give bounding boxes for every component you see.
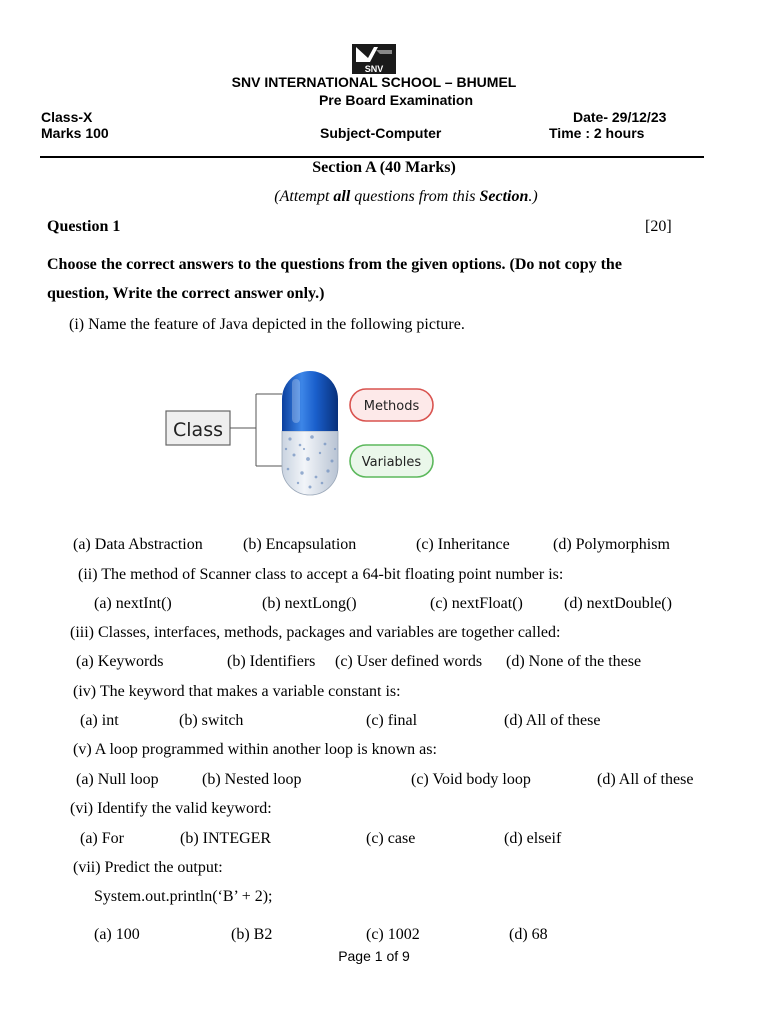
item-7-option-a: (a) 100 (94, 926, 140, 943)
logo-text: SNV (364, 64, 384, 74)
encapsulation-figure (160, 365, 450, 500)
item-3-question: (iii) Classes, interfaces, methods, packages and variables are together called: (70, 624, 561, 641)
item-7-option-d: (d) 68 (509, 926, 548, 943)
item-7-option-c: (c) 1002 (366, 926, 420, 943)
item-2-option-a: (a) nextInt() (94, 595, 172, 612)
item-2-option-c: (c) nextFloat() (430, 595, 523, 612)
variables-text: Variables (361, 455, 422, 470)
item-7-question: (vii) Predict the output: (73, 859, 223, 876)
item-1-option-a: (a) Data Abstraction (73, 536, 203, 553)
subject-label: Subject-Computer (320, 125, 442, 141)
class-label: Class-X (41, 109, 93, 125)
instruction-line-1: Choose the correct answers to the questions from the given options. (Do not copy the (47, 256, 622, 273)
school-name: SNV INTERNATIONAL SCHOOL – BHUMEL (231, 74, 517, 90)
item-2-option-d: (d) nextDouble() (564, 595, 672, 612)
item-3-option-d: (d) None of the these (506, 653, 642, 670)
page-number: Page 1 of 9 (338, 948, 410, 964)
item-4-option-d: (d) All of these (504, 712, 601, 729)
item-2-option-b: (b) nextLong() (262, 595, 357, 612)
class-text: Class (173, 419, 223, 441)
item-3-option-b: (b) Identifiers (227, 653, 316, 670)
item-5-option-d: (d) All of these (597, 771, 694, 788)
exam-time: Time : 2 hours (549, 125, 645, 141)
item-6-option-b: (b) INTEGER (180, 830, 272, 847)
methods-text: Methods (363, 399, 420, 414)
section-title: Section A (40 Marks) (312, 159, 456, 176)
item-1-option-d: (d) Polymorphism (553, 536, 670, 553)
item-3-option-c: (c) User defined words (335, 653, 483, 670)
item-4-question: (iv) The keyword that makes a variable constant is: (73, 683, 401, 700)
max-marks: Marks 100 (41, 125, 109, 141)
exam-date: Date- 29/12/23 (573, 109, 667, 125)
item-5-option-a: (a) Null loop (76, 771, 159, 788)
instruction-line-2: question, Write the correct answer only.) (47, 285, 325, 302)
header-divider (40, 156, 704, 158)
item-7-option-b: (b) B2 (231, 926, 273, 943)
item-6-option-d: (d) elseif (504, 830, 562, 847)
item-1-option-c: (c) Inheritance (416, 536, 510, 553)
school-logo (352, 44, 396, 74)
item-3-option-a: (a) Keywords (76, 653, 164, 670)
question-marks: [20] (645, 218, 672, 235)
capsule-top (282, 371, 338, 431)
item-4-option-a: (a) int (80, 712, 119, 729)
item-5-option-c: (c) Void body loop (411, 771, 531, 788)
item-6-option-c: (c) case (366, 830, 416, 847)
item-5-question: (v) A loop programmed within another loop is known as: (73, 741, 437, 758)
exam-title: Pre Board Examination (318, 92, 474, 108)
item-2-question: (ii) The method of Scanner class to accept a 64-bit floating point number is: (78, 566, 564, 583)
item-6-option-a: (a) For (80, 830, 124, 847)
item-6-question: (vi) Identify the valid keyword: (70, 800, 272, 817)
capsule-bottom (282, 431, 338, 495)
section-note: (Attempt all questions from this Section.) (274, 188, 538, 205)
item-5-option-b: (b) Nested loop (202, 771, 302, 788)
question-label: Question 1 (47, 218, 121, 235)
item-4-option-b: (b) switch (179, 712, 244, 729)
item-1-question: (i) Name the feature of Java depicted in the following picture. (69, 316, 465, 333)
item-7-code: System.out.println(‘B’ + 2); (94, 888, 273, 905)
item-4-option-c: (c) final (366, 712, 418, 729)
item-1-option-b: (b) Encapsulation (243, 536, 357, 553)
